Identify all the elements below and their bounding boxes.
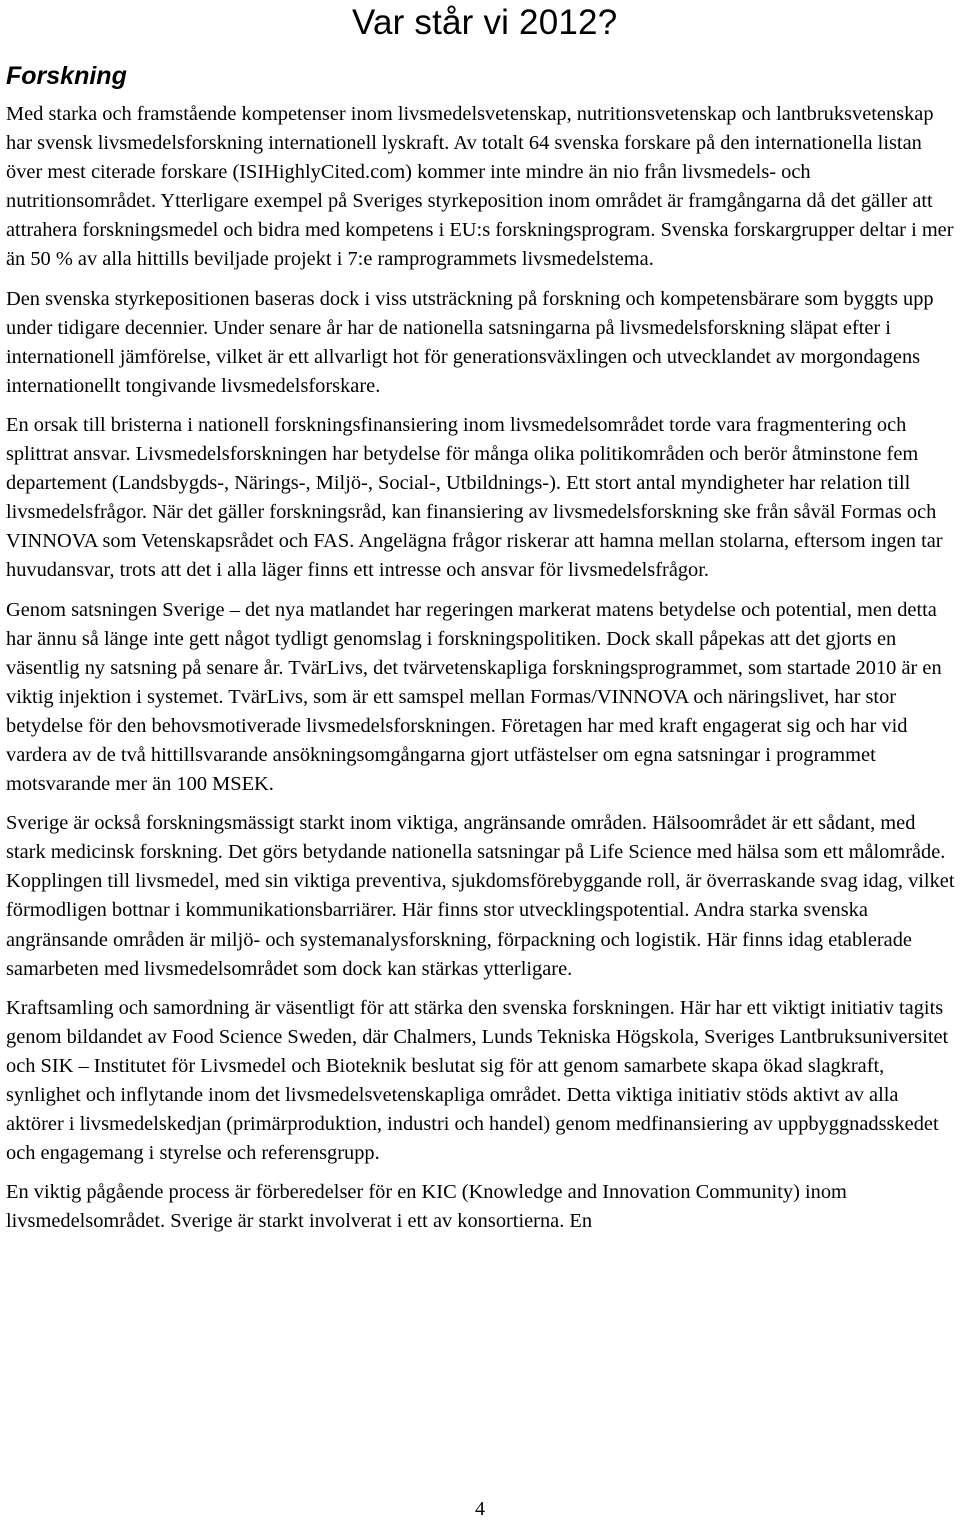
paragraph-5: Sverige är också forskningsmässigt starkt inom viktiga, angränsande områden. Hälsoområdet är ett sådant, med stark medicinsk forskning. Det görs betydande nationella satsningar på Life Science med hälsa som ett målområde. Kopplingen till livsmedel, med sin viktiga preventiva, sjukdomsförebyggande roll, är överraskande svag idag, vilket förmodligen bottnar i kommunikationsbarriärer. Här finns stor utvecklingspotential. Andra starka svenska angränsande områden är miljö- och systemanalysforskning, förpackning och logistik. Här finns idag etablerade samarbeten med livsmedelsområdet som dock kan stärkas ytterligare. [6, 812, 955, 980]
paragraph-1: Med starka och framstående kompetenser inom livsmedelsvetenskap, nutritionsvetenskap och lantbruksvetenskap har svensk livsmedelsforskning internationell lyskraft. Av totalt 64 svenska forskare på den internationella listan över mest citerade forskare (ISIHighlyCited.com) kommer inte mindre än nio från livsmedels- och nutritionsområdet. Ytterligare exempel på Sveriges styrkeposition inom området är framgångarna då det gäller att attrahera forskningsmedel och bidra med kompetens i EU:s forskningsprogram. Svenska forskargrupper deltar i mer än 50 % av alla hittills beviljade projekt i 7:e ramprogrammets livsmedelstema. [6, 103, 954, 271]
page-title: Var står vi 2012? [352, 3, 618, 42]
paragraph-7: En viktig pågående process är förberedelser för en KIC (Knowledge and Innovation Community) inom livsmedelsområdet. Sverige är starkt involverat i ett av konsortierna. En [6, 1181, 847, 1233]
paragraph-6: Kraftsamling och samordning är väsentligt för att stärka den svenska forskningen. Här har ett viktigt initiativ tagits genom bildandet av Food Science Sweden, där Chalmers, Lunds Tekniska Högskola, Sveriges Lantbruksuniversitet och SIK – Institutet för Livsmedel och Bioteknik beslutat sig för att genom samarbete skapa ökad slagkraft, synlighet och inflytande inom det livsmedelsvetenskapliga området. Detta viktiga initiativ stöds aktivt av alla aktörer i livsmedelskedjan (primärproduktion, industri och handel) genom medfinansiering av uppbyggnadsskedet och engagemang i styrelse och referensgrupp. [6, 996, 949, 1165]
paragraph-4: Genom satsningen Sverige – det nya matlandet har regeringen markerat matens betydelse och potential, men detta har ännu så länge inte gett något tydligt genomslag i forskningspolitiken. Dock skall påpekas att det gjorts en väsentlig ny satsning på senare år. TvärLivs, det tvärvetenskapliga forskningsprogrammet, som startade 2010 är en viktig injektion i systemet. TvärLivs, som är ett samspel mellan Formas/VINNOVA och näringslivet, har stor betydelse för den behovsmotiverade livsmedelsforskningen. Företagen har med kraft engagerat sig och har vid vardera av de två hittillsvarande ansökningsomgångarna gjort utfästelser om egna satsningar i programmet motsvarande mer än 100 MSEK. [6, 598, 942, 796]
body-text [6, 100, 956, 1246]
paragraph-2: Den svenska styrkepositionen baseras dock i viss utsträckning på forskning och kompetensbärare som byggts upp under tidigare decennier. Under senare år har de nationella satsningarna på livsmedelsforskning släpat efter i internationell jämförelse, vilket är ett allvarligt hot för generationsväxlingen och utvecklandet av morgondagens internationellt tongivande livsmedelsforskare. [6, 287, 934, 397]
page-number: 4 [475, 1498, 485, 1520]
section-heading-forskning: Forskning [6, 62, 127, 90]
paragraph-3: En orsak till bristerna i nationell forskningsfinansiering inom livsmedelsområdet torde vara fragmentering och splittrat ansvar. Livsmedelsforskningen har betydelse för många olika politikområden och berör åtminstone fem departement (Landsbygds-, Närings-, Miljö-, Social-, Utbildnings-). Ett stort antal myndigheter har relation till livsmedelsfrågor. När det gäller forskningsråd, kan finansiering av livsmedelsforskning ske från såväl Formas och VINNOVA som Vetenskapsrådet och FAS. Angelägna frågor riskerar att hamna mellan stolarna, eftersom ingen tar huvudansvar, trots att det i alla läger finns ett intresse och ansvar för livsmedelsfrågor. [6, 413, 943, 582]
